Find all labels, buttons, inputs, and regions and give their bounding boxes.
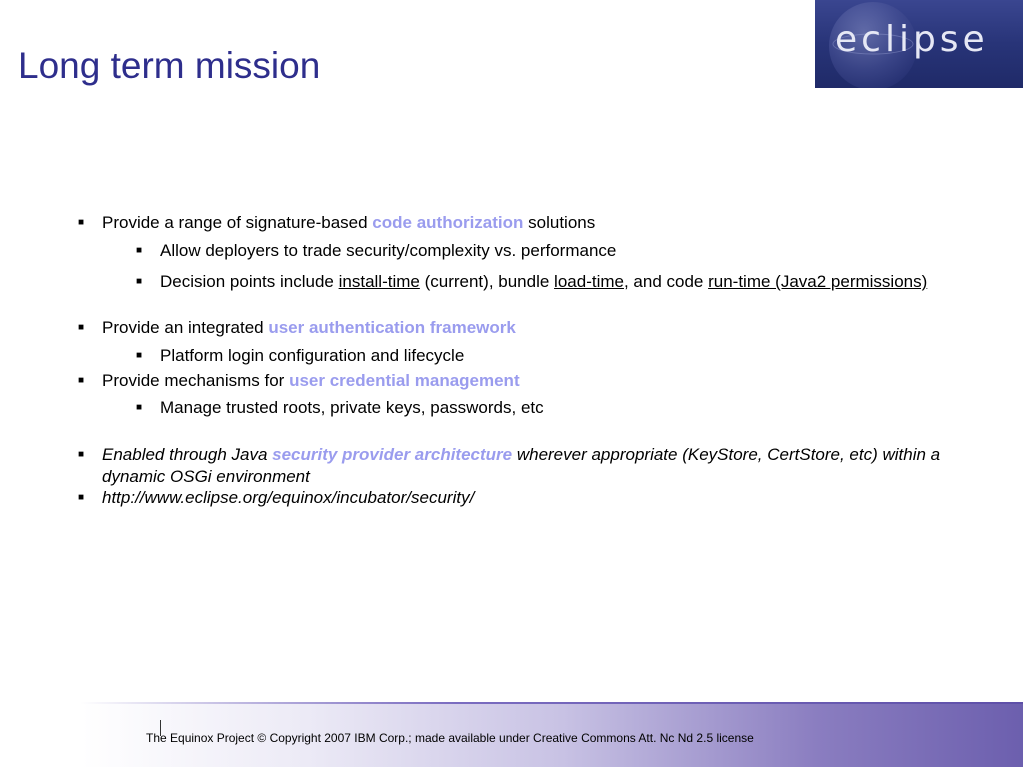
square-bullet-icon: ■ [78,322,85,333]
underlined-term: load-time [554,272,624,291]
square-bullet-icon: ■ [136,402,143,413]
square-bullet-icon: ■ [78,492,85,503]
highlight-text: user credential management [289,371,520,390]
list-item [136,240,946,262]
list-item [78,487,958,509]
bullet-text: Provide mechanisms for user credential management [102,371,520,390]
footer-copyright: The Equinox Project © Copyright 2007 IBM Corp.; made available under Creative Commons Att. Nc Nd 2.5 license [146,731,754,745]
highlight-text: code authorization [372,213,524,232]
bullet-text: Provide a range of signature-based code authorization solutions [102,213,596,232]
square-bullet-icon: ■ [78,217,85,228]
underlined-term: run-time (Java2 permissions) [708,272,928,291]
list-item [136,345,946,367]
highlight-text: user authentication framework [268,318,516,337]
bullet-text: Manage trusted roots, private keys, passwords, etc [160,398,544,417]
underlined-term: install-time [338,272,420,291]
url-text[interactable]: http://www.eclipse.org/equinox/incubator/security/ [102,488,475,507]
list-item [78,370,958,392]
bullet-text: Provide an integrated user authentication framework [102,318,516,337]
footer-divider [80,702,1023,704]
bullet-text: Platform login configuration and lifecycle [160,346,465,365]
list-item [136,271,946,293]
square-bullet-icon: ■ [78,449,85,460]
slide-title: Long term mission [18,45,321,86]
bullet-text: Enabled through Java security provider architecture wherever appropriate (KeyStore, CertStore, etc) within a dynamic OSGi environment [102,445,941,486]
square-bullet-icon: ■ [136,245,143,256]
bullet-text: Decision points include install-time (current), bundle load-time, and code run-time (Java2 permissions) [160,272,928,291]
square-bullet-icon: ■ [136,350,143,361]
bullet-text: Allow deployers to trade security/complexity vs. performance [160,241,617,260]
list-item [78,444,958,488]
list-item [78,317,958,339]
logo-text: eclipse [835,19,989,60]
list-item [78,212,958,234]
highlight-text: security provider architecture [272,445,513,464]
square-bullet-icon: ■ [136,276,143,287]
list-item [136,397,946,419]
square-bullet-icon: ■ [78,375,85,386]
